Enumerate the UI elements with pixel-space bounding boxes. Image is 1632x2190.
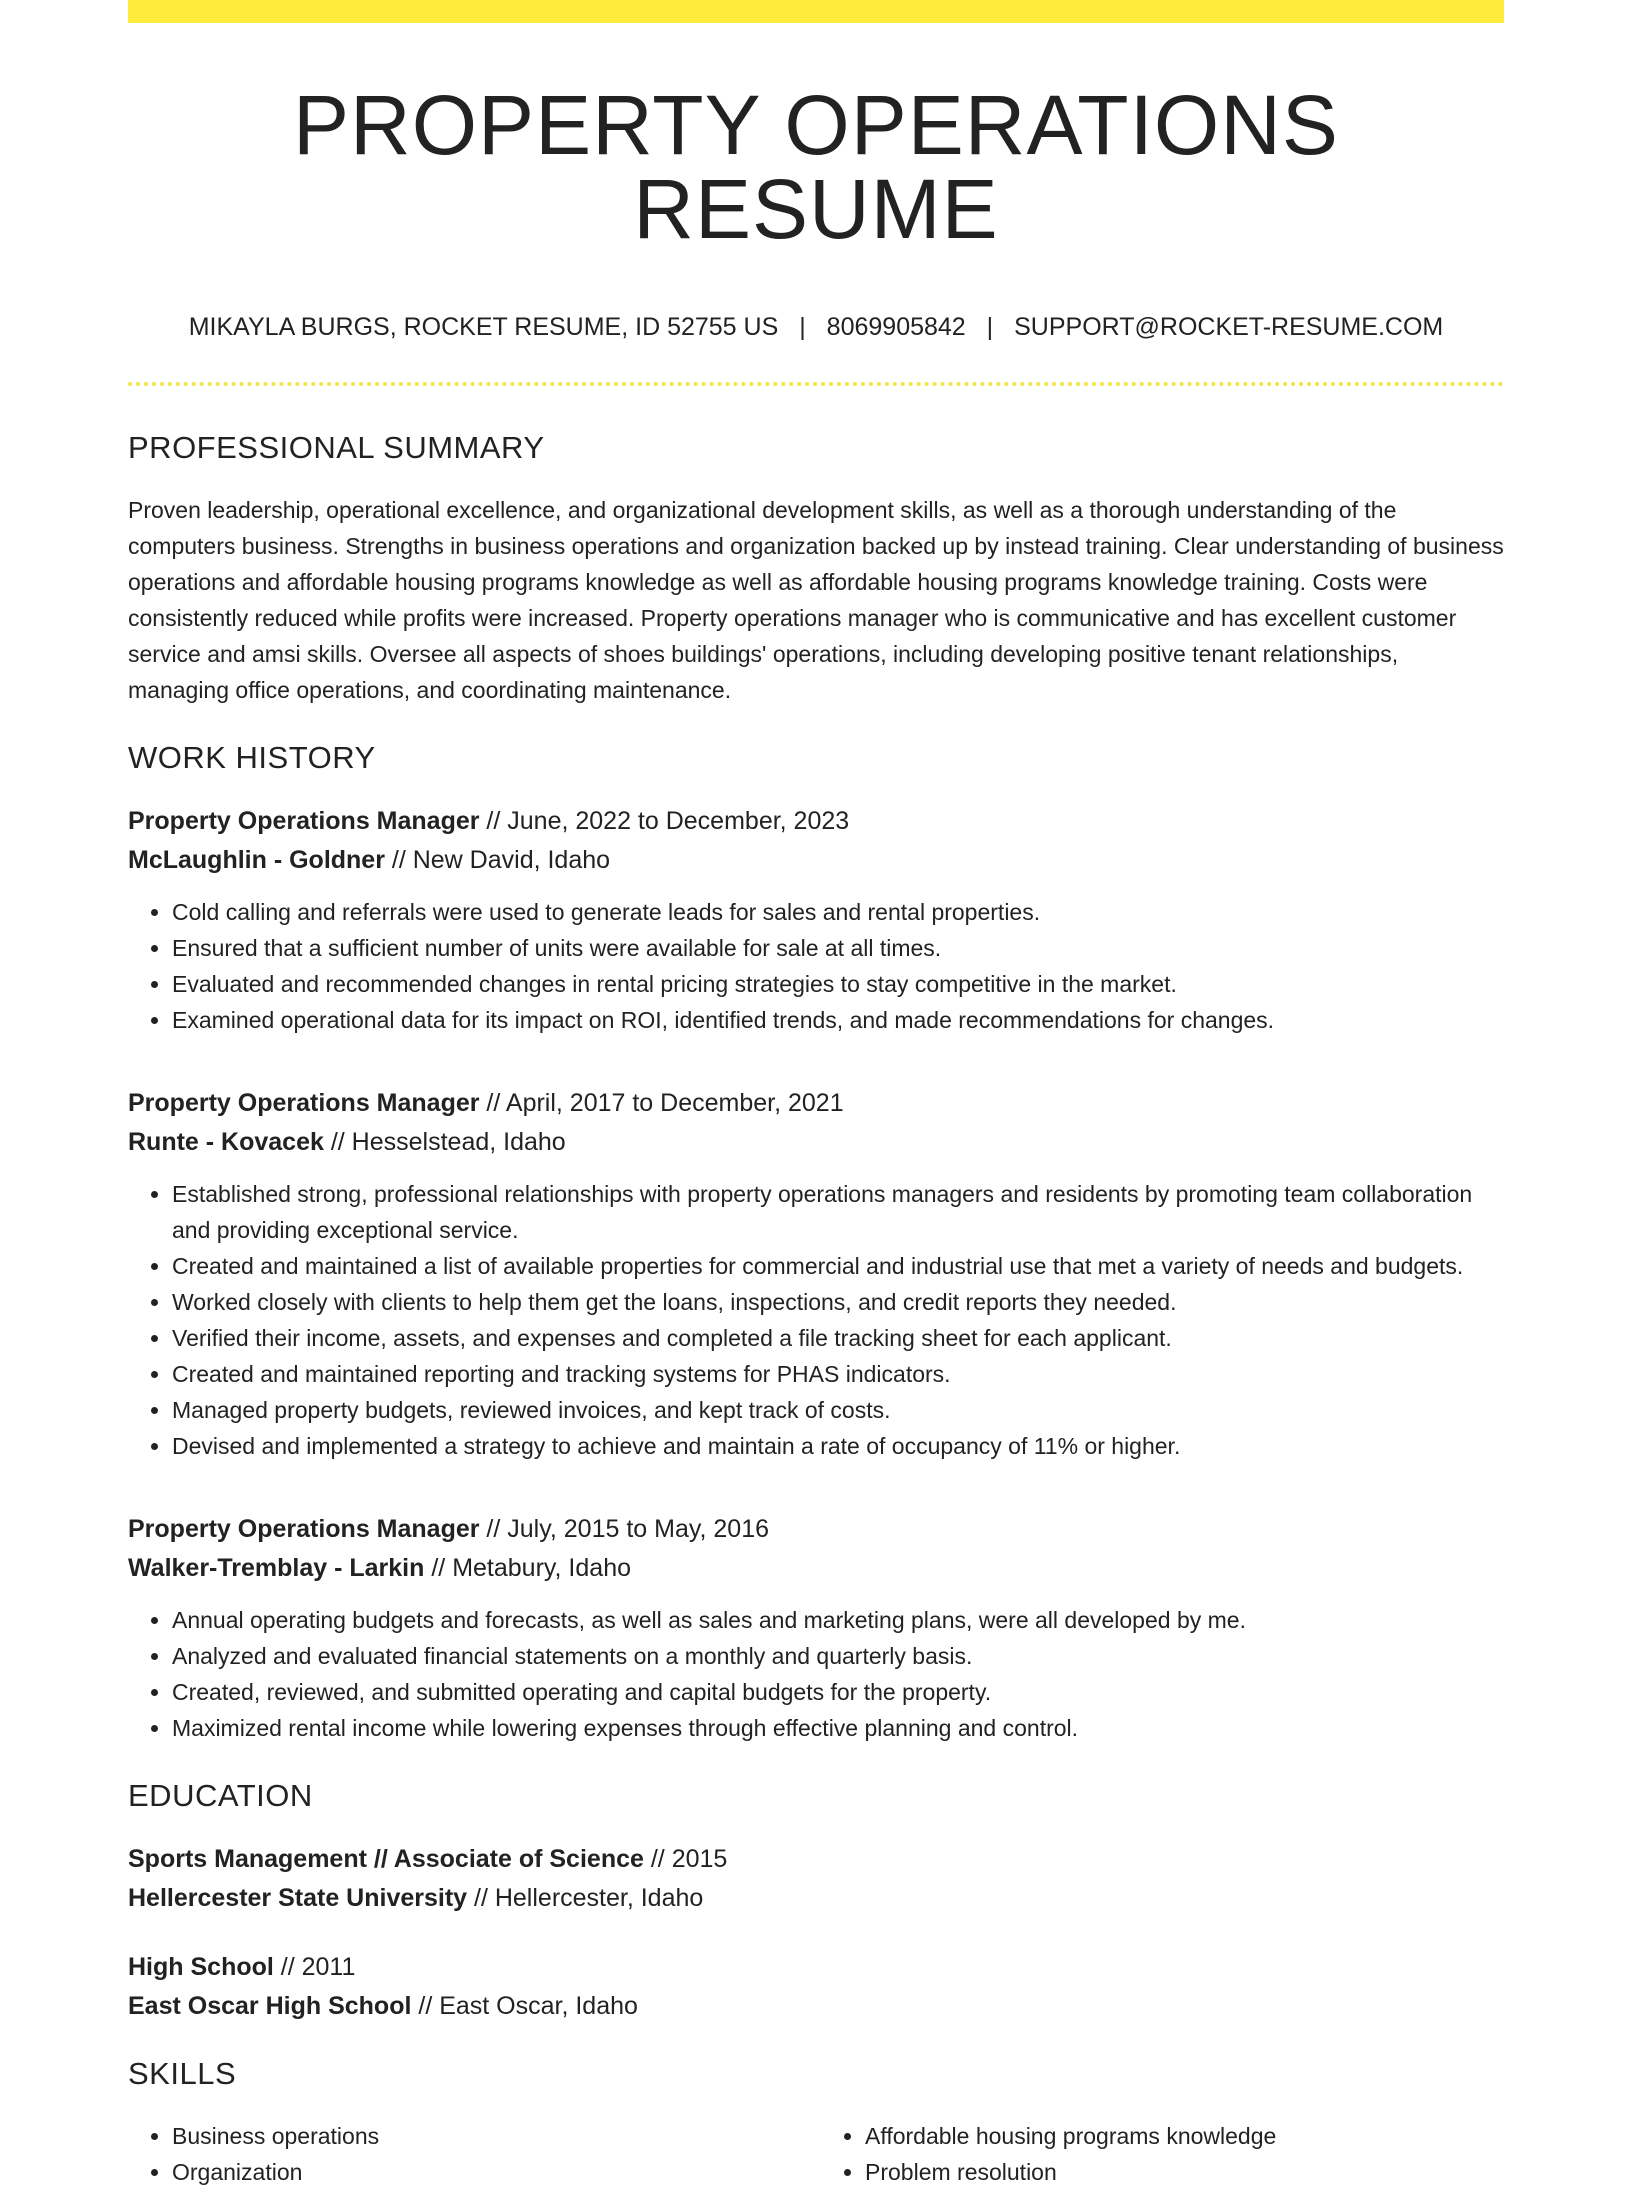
job-dates: // April, 2017 to December, 2021 bbox=[479, 1089, 844, 1117]
degree-year: // 2015 bbox=[643, 1845, 728, 1873]
skills-right-column bbox=[811, 2118, 1504, 2190]
job-bullet: • Managed property budgets, reviewed invoices, and kept track of costs. bbox=[172, 1392, 1504, 1428]
job-bullet: • Created and maintained reporting and tracking systems for PHAS indicators. bbox=[172, 1356, 1504, 1392]
school-line bbox=[128, 1879, 1504, 1918]
job-bullet: • Worked closely with clients to help them get the loans, inspections, and credit reports they needed. bbox=[172, 1284, 1504, 1320]
job-bullet: • Ensured that a sufficient number of units were available for sale at all times. bbox=[172, 930, 1504, 966]
skills-list bbox=[821, 2118, 1504, 2190]
job-bullet: • Cold calling and referrals were used to generate leads for sales and rental properties. bbox=[172, 894, 1504, 930]
job-title: Property Operations Manager bbox=[128, 807, 480, 835]
job-location: // New David, Idaho bbox=[384, 846, 611, 874]
job-dates: // June, 2022 to December, 2023 bbox=[479, 807, 850, 835]
resume-page bbox=[128, 0, 1504, 2190]
job-title-line bbox=[128, 1084, 1504, 1123]
job-bullet: • Examined operational data for its impact on ROI, identified trends, and made recommendations for changes. bbox=[172, 1002, 1504, 1038]
job-entry bbox=[128, 1510, 1504, 1746]
skill-item: • Business operations bbox=[172, 2118, 811, 2154]
job-bullet: • Devised and implemented a strategy to achieve and maintain a rate of occupancy of 11% or higher. bbox=[172, 1428, 1504, 1464]
education-entry bbox=[128, 1948, 1504, 2026]
contact-address: MIKAYLA BURGS, ROCKET RESUME, ID 52755 US bbox=[188, 313, 779, 341]
degree: High School bbox=[128, 1953, 274, 1981]
summary-heading: PROFESSIONAL SUMMARY bbox=[128, 430, 545, 465]
job-title: Property Operations Manager bbox=[128, 1089, 480, 1117]
job-company: McLaughlin - Goldner bbox=[128, 846, 385, 874]
skill-item: • Affordable housing programs knowledge bbox=[865, 2118, 1504, 2154]
school: Hellercester State University bbox=[128, 1884, 468, 1912]
school: East Oscar High School bbox=[128, 1992, 412, 2020]
job-bullet: • Established strong, professional relationships with property operations managers and residents by promoting team collaboration and providing exceptional service. bbox=[172, 1176, 1504, 1248]
school-line bbox=[128, 1987, 1504, 2026]
skills-list bbox=[128, 2118, 811, 2190]
job-company: Walker-Tremblay - Larkin bbox=[128, 1554, 425, 1582]
education-heading: EDUCATION bbox=[128, 1778, 313, 1813]
dotted-divider bbox=[128, 382, 1504, 386]
school-location: // East Oscar, Idaho bbox=[411, 1992, 638, 2020]
job-bullet: • Created, reviewed, and submitted operating and capital budgets for the property. bbox=[172, 1674, 1504, 1710]
contact-email: SUPPORT@ROCKET-RESUME.COM bbox=[1014, 313, 1444, 341]
work-section bbox=[128, 740, 1504, 1746]
skills-section bbox=[128, 2056, 1504, 2190]
job-title: Property Operations Manager bbox=[128, 1515, 480, 1543]
contact-line bbox=[128, 313, 1504, 342]
education-entry bbox=[128, 1840, 1504, 1918]
job-company-line bbox=[128, 1123, 1504, 1162]
job-company: Runte - Kovacek bbox=[128, 1128, 324, 1156]
job-location: // Metabury, Idaho bbox=[424, 1554, 631, 1582]
job-company-line bbox=[128, 841, 1504, 880]
education-section bbox=[128, 1778, 1504, 2026]
job-bullet: • Maximized rental income while lowering expenses through effective planning and control. bbox=[172, 1710, 1504, 1746]
job-company-line bbox=[128, 1549, 1504, 1588]
degree-line bbox=[128, 1948, 1504, 1987]
top-accent-bar bbox=[128, 0, 1504, 23]
job-bullets bbox=[128, 894, 1504, 1038]
degree-year: // 2011 bbox=[273, 1953, 356, 1981]
contact-separator: | bbox=[986, 313, 994, 341]
contact-separator: | bbox=[799, 313, 806, 341]
job-bullet: • Verified their income, assets, and expenses and completed a file tracking sheet for each applicant. bbox=[172, 1320, 1504, 1356]
skill-item: • Organization bbox=[172, 2154, 811, 2190]
job-title-line bbox=[128, 1510, 1504, 1549]
skills-heading: SKILLS bbox=[128, 2056, 237, 2091]
skills-left-column bbox=[128, 2118, 811, 2190]
job-title-line bbox=[128, 802, 1504, 841]
degree: Sports Management // Associate of Science bbox=[128, 1845, 644, 1873]
contact-phone: 8069905842 bbox=[826, 313, 966, 341]
job-bullet: • Evaluated and recommended changes in rental pricing strategies to stay competitive in the market. bbox=[172, 966, 1504, 1002]
summary-text: Proven leadership, operational excellence, and organizational development skills, as well as a thorough understanding of the computers business. Strengths in business operations and organization backed up by instead training. Clear understanding of business operations and affordable housing programs knowledge as well as affordable housing programs knowledge training. Costs were consistently reduced while profits were increased. Property operations manager who is communicative and has excellent customer service and amsi skills. Oversee all aspects of shoes buildings' operations, including developing positive tenant relationships, managing office operations, and coordinating maintenance. bbox=[128, 497, 1504, 703]
job-entry bbox=[128, 802, 1504, 1038]
job-entry bbox=[128, 1084, 1504, 1464]
job-bullet: • Created and maintained a list of available properties for commercial and industrial use that met a variety of needs and budgets. bbox=[172, 1248, 1504, 1284]
skill-item: • Problem resolution bbox=[865, 2154, 1504, 2190]
job-bullet: • Analyzed and evaluated financial statements on a monthly and quarterly basis. bbox=[172, 1638, 1504, 1674]
resume-title: PROPERTY OPERATIONS RESUME bbox=[293, 78, 1339, 256]
skills-columns bbox=[128, 2118, 1504, 2190]
job-dates: // July, 2015 to May, 2016 bbox=[479, 1515, 769, 1543]
summary-section bbox=[128, 430, 1504, 708]
job-bullets bbox=[128, 1602, 1504, 1746]
school-location: // Hellercester, Idaho bbox=[467, 1884, 704, 1912]
degree-line bbox=[128, 1840, 1504, 1879]
work-heading: WORK HISTORY bbox=[128, 740, 376, 775]
job-bullets bbox=[128, 1176, 1504, 1464]
job-bullet: • Annual operating budgets and forecasts, as well as sales and marketing plans, were all developed by me. bbox=[172, 1602, 1504, 1638]
job-location: // Hesselstead, Idaho bbox=[323, 1128, 566, 1156]
